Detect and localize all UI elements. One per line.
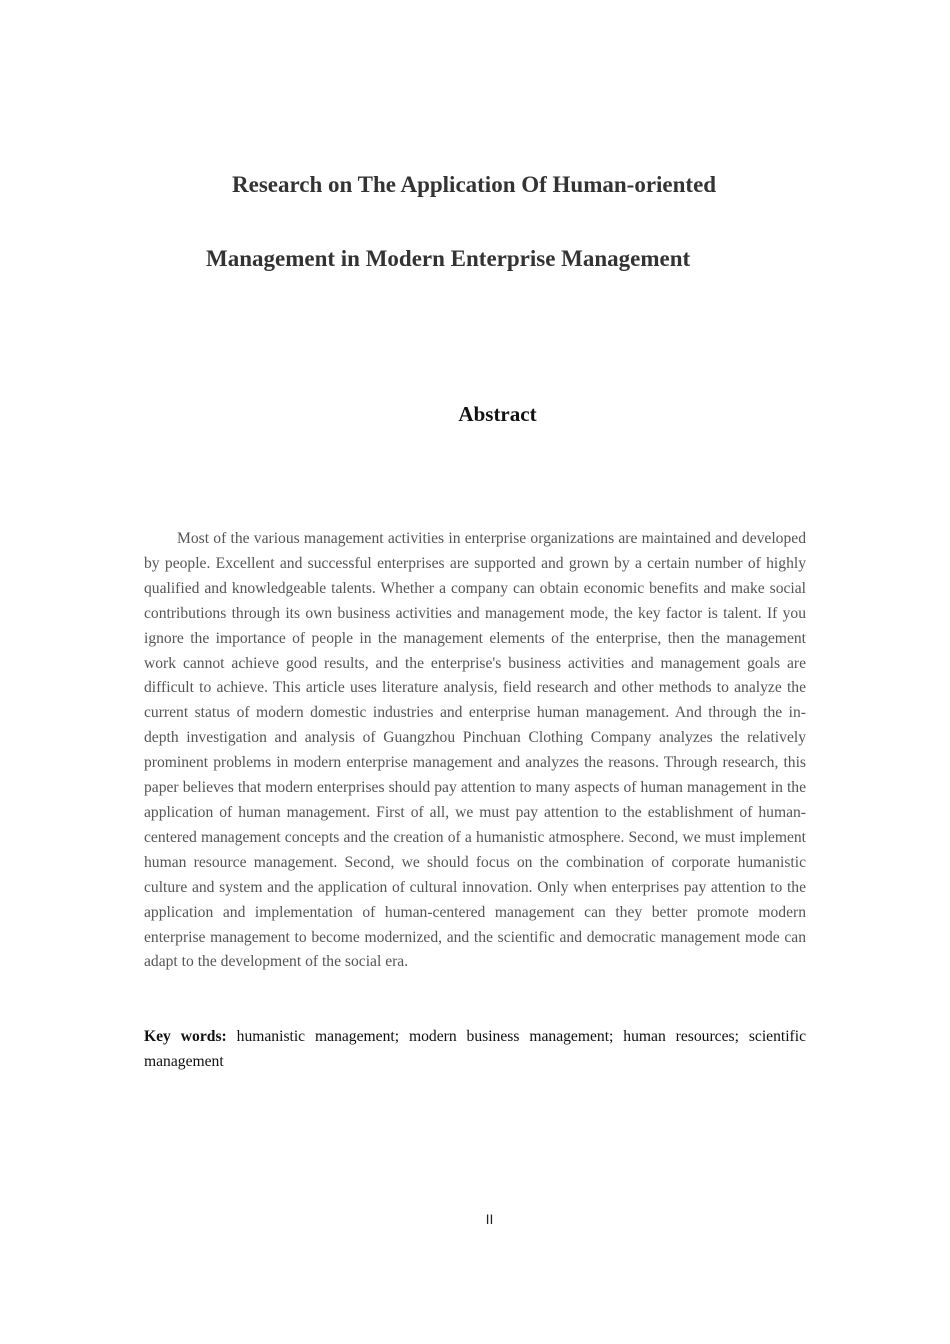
- page-number: II: [485, 1211, 494, 1227]
- abstract-paragraph: Most of the various management activities in enterprise organizations are maintained and developed by people. Excellent and successful enterprises are supported and grown by a certain number of highly qualified and knowledgeable talents. Whether a company can obtain economic benefits and make social contributions through its own business activities and management mode, the key factor is talent. If you ignore the importance of people in the management elements of the enterprise, then the management work cannot achieve good results, and the enterprise's business activities and management goals are difficult to achieve. This article uses literature analysis, field research and other methods to analyze the current status of modern domestic industries and enterprise human management. And through the in-depth investigation and analysis of Guangzhou Pinchuan Clothing Company analyzes the relatively prominent problems in modern enterprise management and analyzes the reasons. Through research, this paper believes that modern enterprises should pay attention to many aspects of human management in the application of human management. First of all, we must pay attention to the establishment of human-centered management concepts and the creation of a humanistic atmosphere. Second, we must implement human resource management. Second, we should focus on the combination of corporate humanistic culture and system and the application of cultural innovation. Only when enterprises pay attention to the application and implementation of human-centered management can they better promote modern enterprise management to become modernized, and the scientific and democratic management mode can adapt to the development of the social era.: [144, 530, 806, 971]
- keywords-label: Key words:: [144, 1028, 227, 1045]
- keywords-paragraph: [144, 1025, 806, 1075]
- abstract-heading: Abstract: [458, 402, 537, 426]
- keywords-text: humanistic management; modern business management; human resources; scientific management: [144, 1028, 806, 1070]
- title-line-2: Management in Modern Enterprise Management: [206, 246, 691, 271]
- title-line-1: Research on The Application Of Human-oriented: [232, 172, 717, 197]
